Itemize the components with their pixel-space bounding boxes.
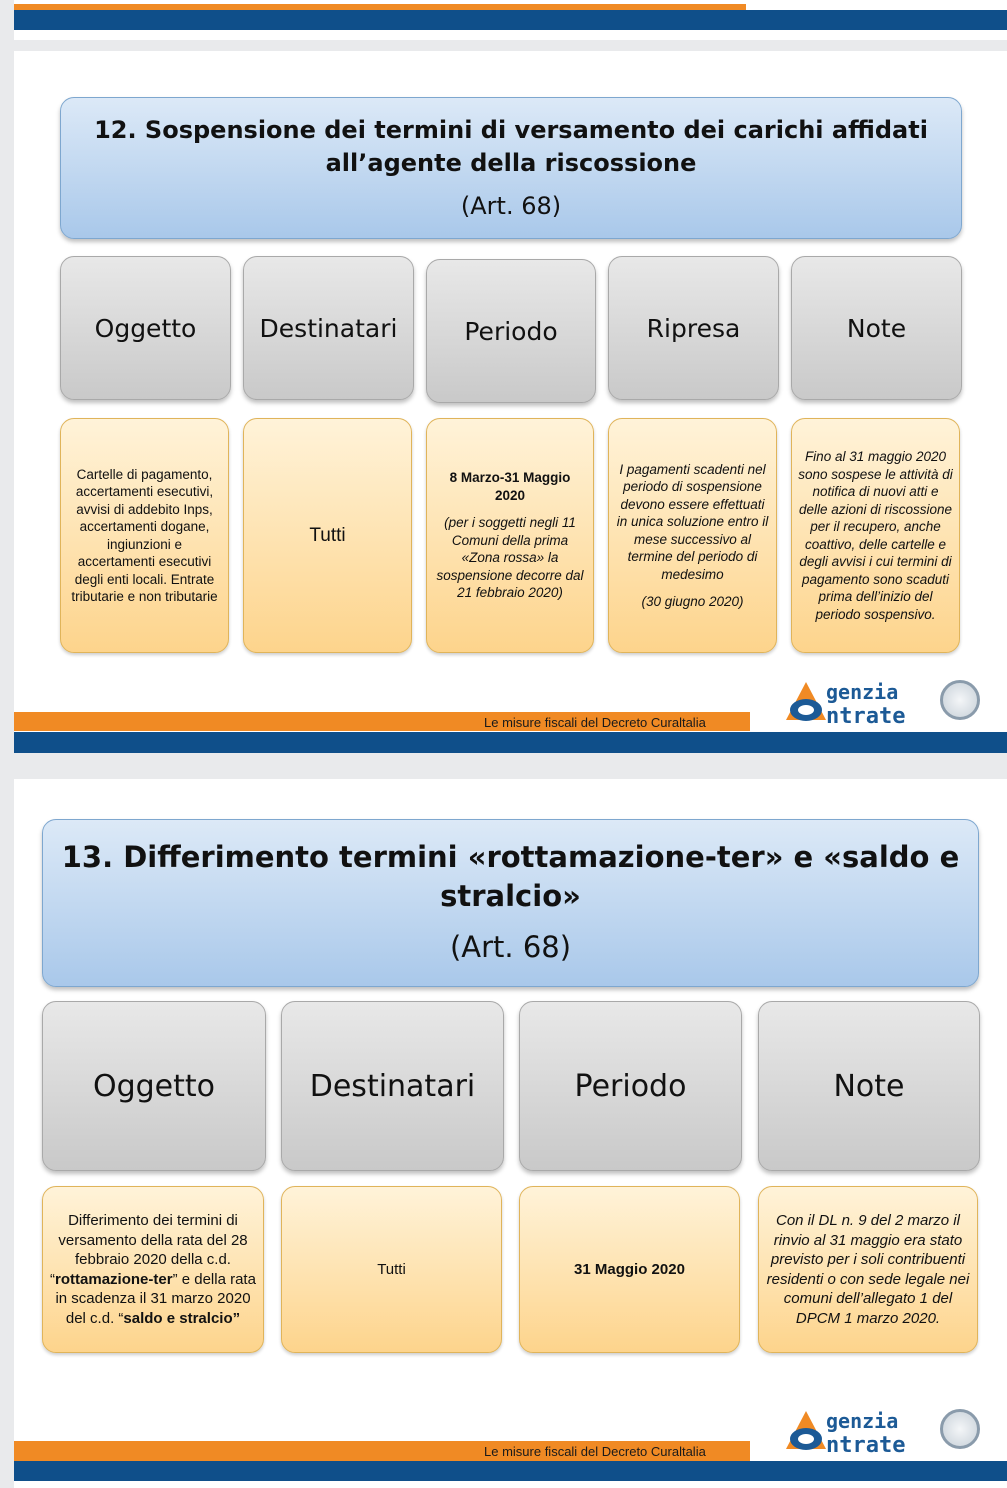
ripresa-date: (30 giugno 2020) xyxy=(641,594,744,609)
blue-bar xyxy=(14,10,1007,30)
cell-note xyxy=(758,1186,978,1353)
header-note: Note xyxy=(791,256,962,400)
header-oggetto: Oggetto xyxy=(42,1001,266,1171)
header-destinatari: Destinatari xyxy=(281,1001,504,1171)
periodo-text: 31 Maggio 2020 xyxy=(574,1260,685,1278)
slide-12 xyxy=(14,51,1007,753)
header-oggetto: Oggetto xyxy=(60,256,231,400)
footer-text: Le misure fiscali del Decreto Curaltalia xyxy=(484,715,706,730)
slide-title-line1: 13. Differimento termini «rottamazione-ter» e «saldo e xyxy=(61,840,960,874)
logo-word-genzia: genzia xyxy=(826,680,899,704)
slide-title-line2: stralcio» xyxy=(440,879,581,913)
cell-oggetto xyxy=(60,418,229,653)
oggetto-text-part1: Differimento dei termini di versamento della rata del 28 febbraio 2020 della c.d. “ xyxy=(50,1212,248,1288)
slide-title-line1: 12. Sospensione dei termini di versamento dei carichi affidati xyxy=(94,116,928,144)
logo-word-ntrate: ntrate xyxy=(826,704,906,729)
header-note: Note xyxy=(758,1001,980,1171)
cell-destinatari xyxy=(281,1186,502,1353)
oggetto-bold-saldo: saldo e stralcio” xyxy=(123,1309,241,1327)
slide-title xyxy=(61,114,961,180)
oggetto-text: Cartelle di pagamento, accertamenti esecutivi, avvisi di addebito Inps, accertamenti dogane, ingiunzioni e accertamenti esecutivi degli enti locali. Entrate tributarie e non tributarie xyxy=(71,466,218,604)
cell-ripresa xyxy=(608,418,777,653)
logo-word-ntrate: ntrate xyxy=(826,1433,906,1458)
header-periodo: Periodo xyxy=(519,1001,742,1171)
header-periodo: Periodo xyxy=(426,259,596,403)
article-ref: (Art. 68) xyxy=(460,192,562,220)
slide-title-line2: all’agente della riscossione xyxy=(325,149,697,177)
logo-word-genzia: genzia xyxy=(826,1409,899,1433)
slide-title xyxy=(43,838,978,916)
header-ripresa: Ripresa xyxy=(608,256,779,400)
note-text: Fino al 31 maggio 2020 sono sospese le attività di notifica di nuovi atti e delle azioni di riscossione per il recupero, anche coattivo, delle cartelle e degli avvisi i cui termini di pagamento sono scaduti prima dell’inizio del periodo sospensivo. xyxy=(798,449,953,622)
cell-periodo xyxy=(426,418,594,653)
previous-slide-strip xyxy=(14,0,1007,40)
footer-text: Le misure fiscali del Decreto Curaltalia xyxy=(484,1444,706,1459)
slide-title-box xyxy=(42,819,979,987)
cell-periodo xyxy=(519,1186,740,1353)
slide-13 xyxy=(14,779,1007,1488)
emblem-icon xyxy=(940,1409,980,1449)
cell-destinatari xyxy=(243,418,412,653)
logo-letter-mark xyxy=(784,680,828,724)
header-destinatari: Destinatari xyxy=(243,256,414,400)
cell-note xyxy=(791,418,960,653)
emblem-icon xyxy=(940,680,980,720)
destinatari-text: Tutti xyxy=(309,524,346,546)
article-ref: (Art. 68) xyxy=(449,930,572,964)
destinatari-text: Tutti xyxy=(377,1260,406,1278)
logo-letter-mark xyxy=(784,1409,828,1453)
slide-title-box xyxy=(60,97,962,239)
cell-oggetto xyxy=(42,1186,264,1353)
oggetto-bold-rottamazione: rottamazione-ter xyxy=(55,1270,173,1288)
ripresa-text: I pagamenti scadenti nel periodo di sospensione devono essere effettuati in unica soluzione entro il mese successivo al termine del periodo di medesimo xyxy=(616,461,769,582)
periodo-main: 8 Marzo-31 Maggio 2020 xyxy=(449,470,571,503)
agenzia-entrate-logo xyxy=(780,1405,980,1465)
note-text: Con il DL n. 9 del 2 marzo il rinvio al 31 maggio era stato previsto per i soli contribuenti residenti o con sede legale nei comuni dell’allegato 1 del DPCM 1 marzo 2020. xyxy=(766,1212,970,1327)
oggetto-text-part2: ” e della rata in scadenza il 31 marzo 2020 del c.d. “ xyxy=(55,1270,256,1327)
periodo-note: (per i soggetti negli 11 Comuni della prima «Zona rossa» la sospensione decorre dal 21 febbraio 2020) xyxy=(436,515,584,601)
oggetto-text xyxy=(49,1211,257,1328)
agenzia-entrate-logo xyxy=(780,676,980,736)
